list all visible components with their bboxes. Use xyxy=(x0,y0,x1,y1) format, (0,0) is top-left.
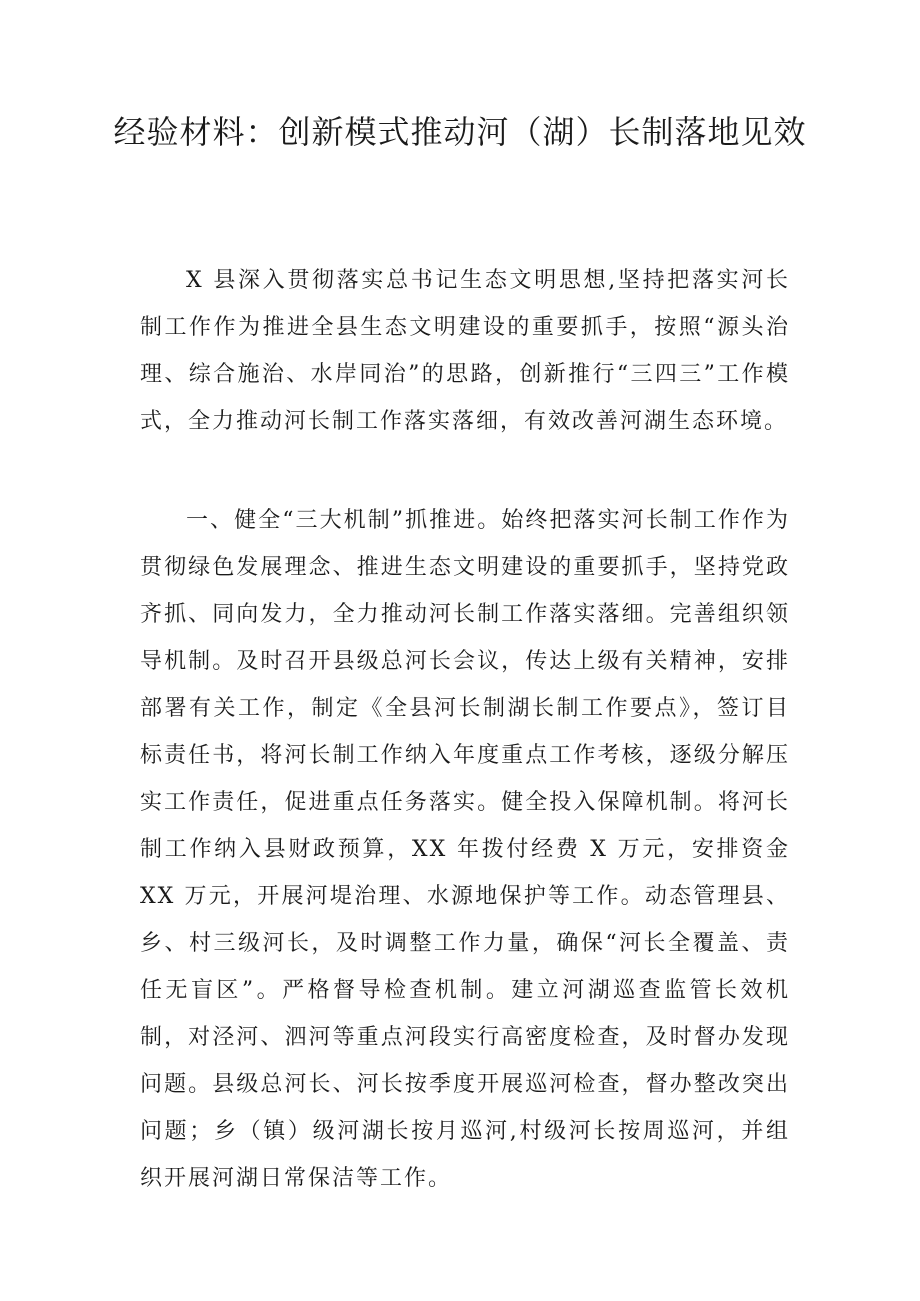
intro-paragraph: X 县深入贯彻落实总书记生态文明思想,坚持把落实河长制工作作为推进全县生态文明建设的重要抓手，按照“源头治理、综合施治、水岸同治”的思路，创新推行“三四三”工作模式，全力推动河长制工作落实落细，有效改善河湖生态环境。 xyxy=(140,268,790,434)
section-one-paragraph: 一、健全“三大机制”抓推进。始终把落实河长制工作作为贯彻绿色发展理念、推进生态文明建设的重要抓手，坚持党政齐抓、同向发力，全力推动河长制工作落实落细。完善组织领导机制。及时召开县级总河长会议，传达上级有关精神，安排部署有关工作，制定《全县河长制湖长制工作要点》，签订目标责任书，将河长制工作纳入年度重点工作考核，逐级分解压实工作责任，促进重点任务落实。健全投入保障机制。将河长制工作纳入县财政预算，XX 年拨付经费 X 万元，安排资金 XX 万元，开展河堤治理、水源地保护等工作。动态管理县、乡、村三级河长，及时调整工作力量，确保“河长全覆盖、责任无盲区”。严格督导检查机制。建立河湖巡查监管长效机制，对泾河、泗河等重点河段实行高密度检查，及时督办发现问题。县级总河长、河长按季度开展巡河检查，督办整改突出问题；乡（镇）级河湖长按月巡河,村级河长按周巡河，并组织开展河湖日常保洁等工作。 xyxy=(140,508,790,1191)
document-title: 经验材料：创新模式推动河（湖）长制落地见效 xyxy=(113,113,807,151)
